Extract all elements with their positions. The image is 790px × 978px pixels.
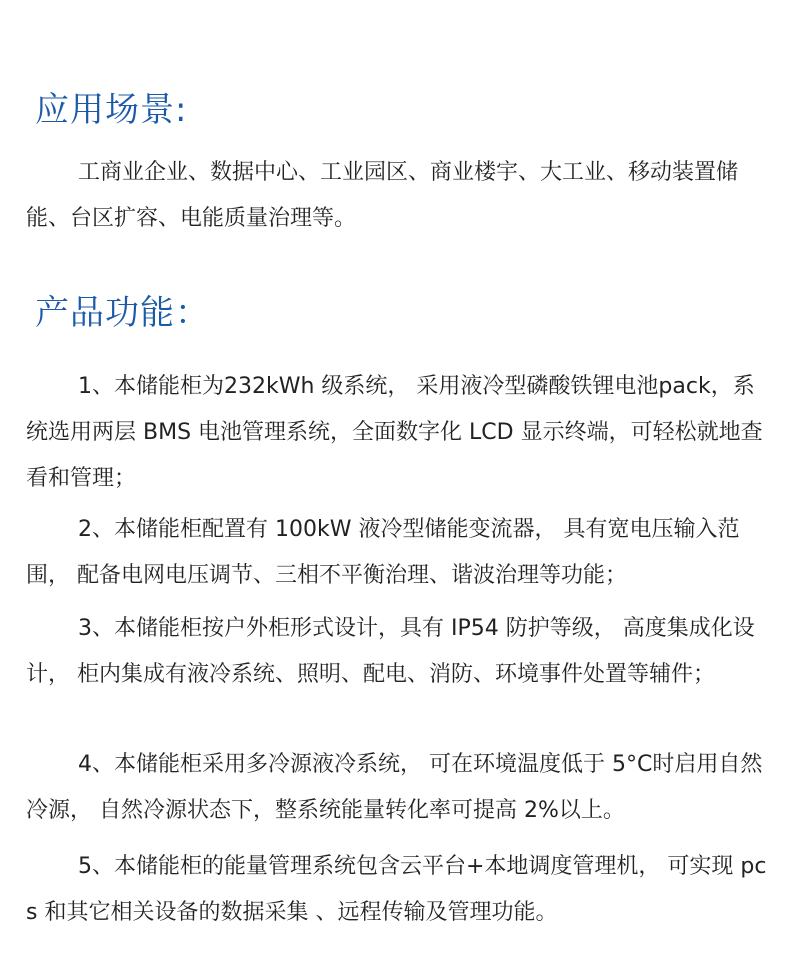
function-item-3: 3、本储能柜按户外柜形式设计，具有 IP54 防护等级， 高度集成化设计， 柜内集成有液冷系统、照明、配电、消防、环境事件处置等辅件； bbox=[26, 616, 755, 687]
product-functions-heading: 产品功能： bbox=[35, 293, 210, 333]
function-item-1: 1、本储能柜为232kWh 级系统， 采用液冷型磷酸铁锂电池pack，系统选用两层 BMS 电池管理系统，全面数字化 LCD 显示终端，可轻松就地查看和管理； bbox=[26, 374, 763, 491]
function-item-2: 2、本储能柜配置有 100kW 液冷型储能变流器， 具有宽电压输入范围， 配备电网电压调节、三相不平衡治理、谐波治理等功能； bbox=[26, 517, 740, 588]
application-scenarios-text: 工商业企业、数据中心、工业园区、商业楼宇、大工业、移动装置储能、台区扩容、电能质量治理等。 bbox=[26, 160, 739, 231]
function-item-5: 5、本储能柜的能量管理系统包含云平台+本地调度管理机， 可实现 pcs 和其它相关设备的数据采集 、远程传输及管理功能。 bbox=[26, 854, 767, 925]
function-item-4: 4、本储能柜采用多冷源液冷系统， 可在环境温度低于 5°C时启用自然冷源， 自然冷源状态下，整系统能量转化率可提高 2%以上。 bbox=[26, 752, 763, 823]
application-scenarios-heading: 应用场景: bbox=[35, 90, 188, 130]
